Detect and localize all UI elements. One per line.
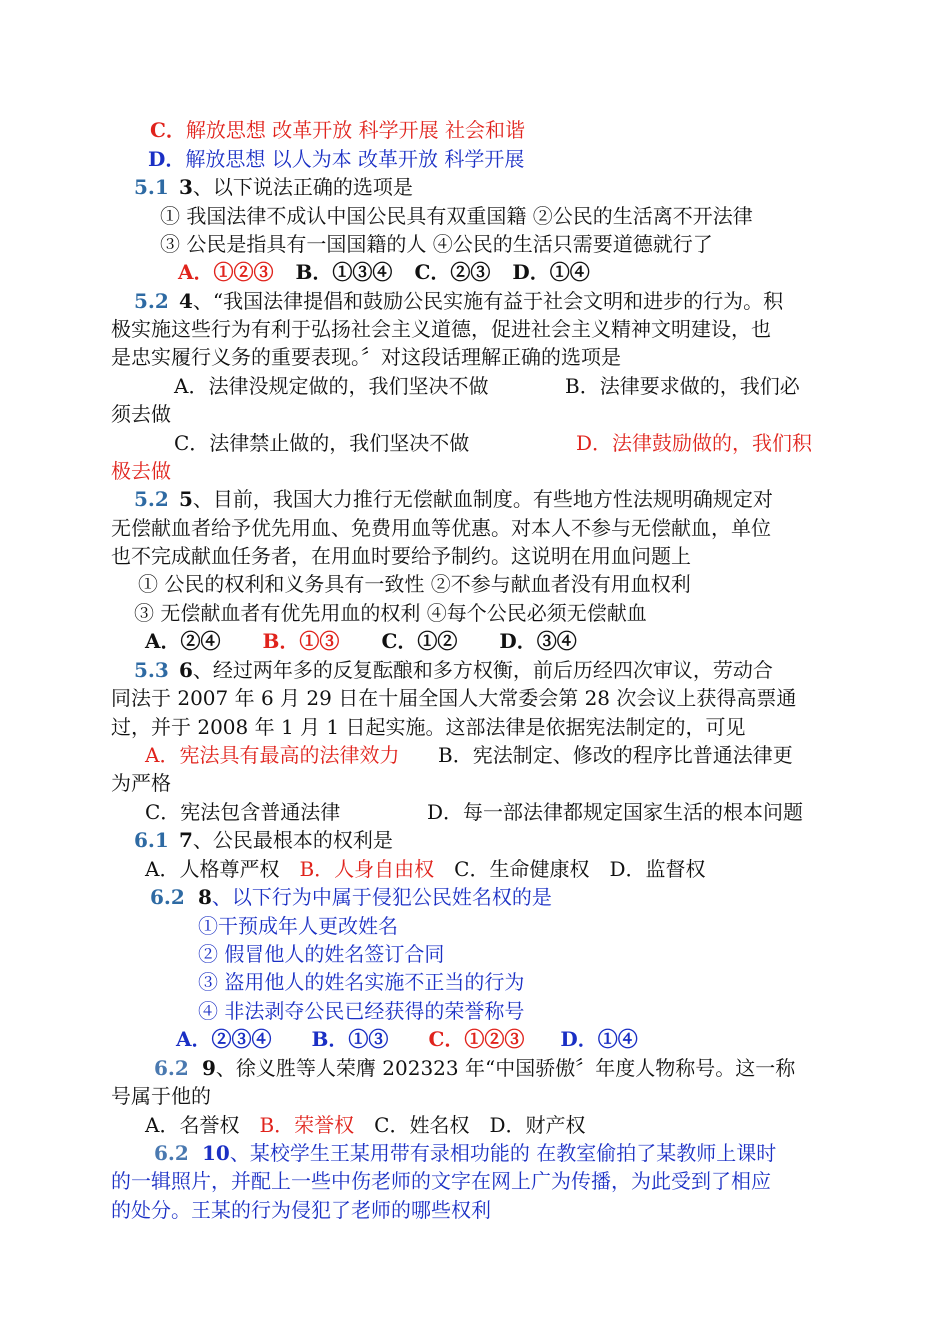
q4-option-b-cont: 须去做 [111, 402, 171, 426]
q4-stem-line-2: 极实施这些行为有利于弘扬社会主义道德，促进社会主义精神文明建设，也 [111, 317, 771, 341]
section-number: 5.1 [134, 175, 169, 199]
q9-stem-line-1: 6.2 9、徐义胜等人荣膺 202323 年“中国骄傲〞年度人物称号。这一称 [154, 1056, 796, 1080]
q4-option-d-cont: 极去做 [111, 459, 171, 483]
q5-statement-1: ① 公民的权利和义务具有一致性 ②不参与献血者没有用血权利 [138, 572, 691, 596]
q6-stem-line-3: 过，并于 2008 年 1 月 1 日起实施。这部法律是依据宪法制定的，可见 [111, 715, 746, 739]
q10-stem-line-2: 的一辑照片，并配上一些中伤老师的文字在网上广为传播，为此受到了相应 [111, 1169, 771, 1193]
q4-option-a: A．法律没规定做的，我们坚决不做 [174, 374, 489, 398]
q10-stem-line-1: 6.2 10、某校学生王某用带有录相功能的 在教室偷拍了某教师上课时 [154, 1141, 777, 1165]
q8-statement-1: ①干预成年人更改姓名 [198, 914, 398, 938]
q5-options: A．②④ B．①③ C．①② D．③④ [145, 629, 577, 653]
q3-options: A．①②③ B．①③④ C．②③ D．①④ [178, 260, 590, 284]
q6-option-b-cont: 为严格 [111, 771, 171, 795]
q2-option-c: C．解放思想 改革开放 科学开展 社会和谐 [150, 118, 525, 142]
q6-stem-line-2: 同法于 2007 年 6 月 29 日在十届全国人大常委会第 28 次会议上获得高票通 [111, 686, 797, 710]
q5-stem-line-3: 也不完成献血任务者，在用血时要给予制约。这说明在用血问题上 [111, 544, 691, 568]
q6-option-c: C．宪法包含普通法律 [145, 800, 341, 824]
q5-stem-line-2: 无偿献血者给予优先用血、免费用血等优惠。对本人不参与无偿献血，单位 [111, 516, 771, 540]
q3-statement-1: ① 我国法律不成认中国公民具有双重国籍 ②公民的生活离不开法律 [160, 204, 753, 228]
q5-statement-2: ③ 无偿献血者有优先用血的权利 ④每个公民必须无偿献血 [134, 601, 647, 625]
q7-options: A．人格尊严权 B．人身自由权 C．生命健康权 D．监督权 [145, 857, 706, 881]
q6-option-d: D．每一部法律都规定国家生活的根本问题 [427, 800, 804, 824]
q3-stem: 5.1 3、以下说法正确的选项是 [134, 175, 413, 199]
section-number: 6.2 [150, 885, 185, 909]
section-number: 6.2 [154, 1141, 189, 1165]
q4-stem-line-1: 5.2 4、“我国法律提倡和鼓励公民实施有益于社会文明和进步的行为。积 [134, 289, 784, 313]
q10-stem-line-3: 的处分。王某的行为侵犯了老师的哪些权利 [111, 1198, 491, 1222]
q8-stem: 6.2 8、以下行为中属于侵犯公民姓名权的是 [150, 885, 552, 909]
q8-statement-2: ② 假冒他人的姓名签订合同 [198, 942, 445, 966]
section-number: 5.3 [134, 658, 169, 682]
q2-option-d: D．解放思想 以人为本 改革开放 科学开展 [148, 147, 525, 171]
q6-option-a: A．宪法具有最高的法律效力 [145, 743, 400, 767]
q7-stem: 6.1 7、公民最根本的权利是 [134, 828, 393, 852]
q9-stem-line-2: 号属于他的 [111, 1084, 211, 1108]
q6-stem-line-1: 5.3 6、经过两年多的反复酝酿和多方权衡，前后历经四次审议，劳动合 [134, 658, 773, 682]
section-number: 5.2 [134, 487, 169, 511]
q4-option-d: D．法律鼓励做的，我们积 [576, 431, 813, 455]
q8-options: A．②③④ B．①③ C．①②③ D．①④ [176, 1027, 638, 1051]
q8-statement-3: ③ 盗用他人的姓名实施不正当的行为 [198, 970, 525, 994]
q4-option-c: C．法律禁止做的，我们坚决不做 [174, 431, 470, 455]
q5-stem-line-1: 5.2 5、目前，我国大力推行无偿献血制度。有些地方性法规明确规定对 [134, 487, 773, 511]
q9-options: A．名誉权 B．荣誉权 C．姓名权 D．财产权 [145, 1113, 586, 1137]
q4-stem-line-3: 是忠实履行义务的重要表现。〞对这段话理解正确的选项是 [111, 345, 621, 369]
section-number: 6.1 [134, 828, 169, 852]
q3-statement-2: ③ 公民是指具有一国国籍的人 ④公民的生活只需要道德就行了 [160, 232, 713, 256]
q8-statement-4: ④ 非法剥夺公民已经获得的荣誉称号 [198, 999, 525, 1023]
q4-option-b: B．法律要求做的，我们必 [565, 374, 800, 398]
section-number: 5.2 [134, 289, 169, 313]
section-number: 6.2 [154, 1056, 189, 1080]
q6-option-b: B．宪法制定、修改的程序比普通法律更 [438, 743, 793, 767]
